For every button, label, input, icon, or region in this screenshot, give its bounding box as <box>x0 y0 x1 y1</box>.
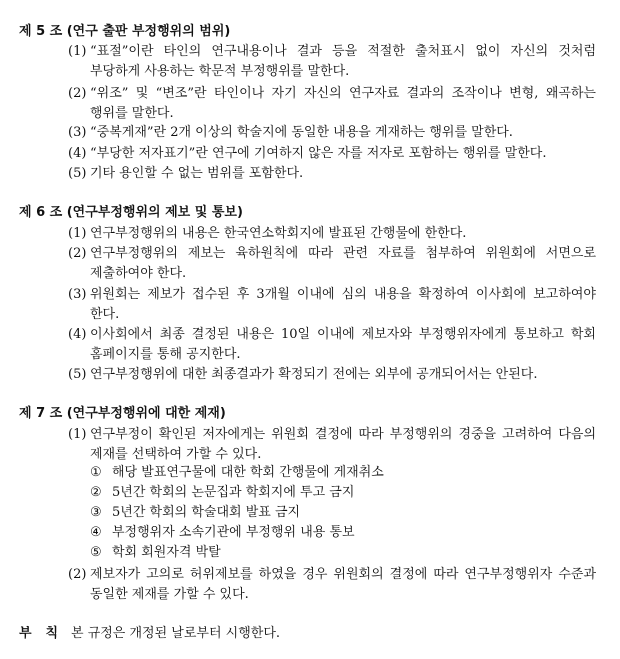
circled-number: ② <box>90 485 102 500</box>
circled-number: ④ <box>90 525 102 540</box>
item-number: (2) <box>68 246 87 261</box>
sanction-3 <box>90 503 300 523</box>
sanction-2 <box>90 483 354 503</box>
item-text: 연구부정행위에 대한 최종결과가 확정되기 전에는 외부에 공개되어서는 안된다. <box>90 367 538 382</box>
supplementary-label: 부칙 <box>19 626 73 641</box>
item-number: (4) <box>68 327 87 342</box>
item-number: (3) <box>68 125 87 140</box>
supplementary-text: 본 규정은 개정된 날로부터 시행한다. <box>71 626 281 641</box>
item-number: (5) <box>68 367 87 382</box>
sanction-1 <box>90 463 384 483</box>
item-number: (1) <box>68 44 87 59</box>
item-number: (2) <box>68 86 87 101</box>
article-6-title: 제 6 조 (연구부정행위의 제보 및 통보) <box>19 205 243 220</box>
item-number: (2) <box>68 567 87 582</box>
item-text: 위원회는 제보가 접수된 후 3개월 이내에 심의 내용을 확정하여 이사회에 보고하여야 한다. <box>90 287 596 322</box>
article-7-title: 제 7 조 (연구부정행위에 대한 제재) <box>19 406 226 421</box>
item-text: 제보자가 고의로 허위제보를 하였을 경우 위원회의 결정에 따라 연구부정행위자 수준과 동일한 제재를 가할 수 있다. <box>90 567 596 602</box>
item-text: “중복게재”란 2개 이상의 학술지에 동일한 내용을 게재하는 행위를 말한다. <box>90 125 513 140</box>
item-text: “표절”이란 타인의 연구내용이나 결과 등을 적절한 출처표시 없이 자신의 것처럼 부당하게 사용하는 학문적 부정행위를 말한다. <box>90 44 596 79</box>
sanction-5 <box>90 543 221 563</box>
sanction-text: 5년간 학회의 학술대회 발표 금지 <box>112 505 301 520</box>
circled-number: ⑤ <box>90 545 102 560</box>
item-text: 기타 용인할 수 없는 범위를 포함한다. <box>90 166 304 181</box>
item-number: (4) <box>68 146 87 161</box>
sanction-text: 해당 발표연구물에 대한 학회 간행물에 게재취소 <box>112 465 384 480</box>
item-text: “위조” 및 “변조”란 타인이나 자기 자신의 연구자료 결과의 조작이나 변형, 왜곡하는 행위를 말한다. <box>90 86 596 121</box>
item-number: (3) <box>68 287 87 302</box>
item-number: (1) <box>68 226 87 241</box>
item-text: 연구부정행위의 제보는 육하원칙에 따라 관련 자료를 첨부하여 위원회에 서면으로 제출하여야 한다. <box>90 246 596 281</box>
supplementary-provision <box>19 624 280 644</box>
item-text: “부당한 저자표기”란 연구에 기여하지 않은 자를 저자로 포함하는 행위를 말한다. <box>90 146 547 161</box>
circled-number: ③ <box>90 505 102 520</box>
circled-number: ① <box>90 465 102 480</box>
item-text: 연구부정이 확인된 저자에게는 위원회 결정에 따라 부정행위의 경중을 고려하여 다음의 제재를 선택하여 가할 수 있다. <box>90 427 596 462</box>
item-number: (1) <box>68 427 87 442</box>
sanction-text: 학회 회원자격 박탈 <box>112 545 221 560</box>
sanction-text: 5년간 학회의 논문집과 학회지에 투고 금지 <box>112 485 355 500</box>
item-number: (5) <box>68 166 87 181</box>
article-5-title: 제 5 조 (연구 출판 부정행위의 범위) <box>19 24 231 39</box>
item-text: 연구부정행위의 내용은 한국연소학회지에 발표된 간행물에 한한다. <box>90 226 467 241</box>
sanction-text: 부정행위자 소속기관에 부정행위 내용 통보 <box>112 525 355 540</box>
item-text: 이사회에서 최종 결정된 내용은 10일 이내에 제보자와 부정행위자에게 통보하고 학회 홈페이지를 통해 공지한다. <box>90 327 596 362</box>
sanction-4 <box>90 523 355 543</box>
